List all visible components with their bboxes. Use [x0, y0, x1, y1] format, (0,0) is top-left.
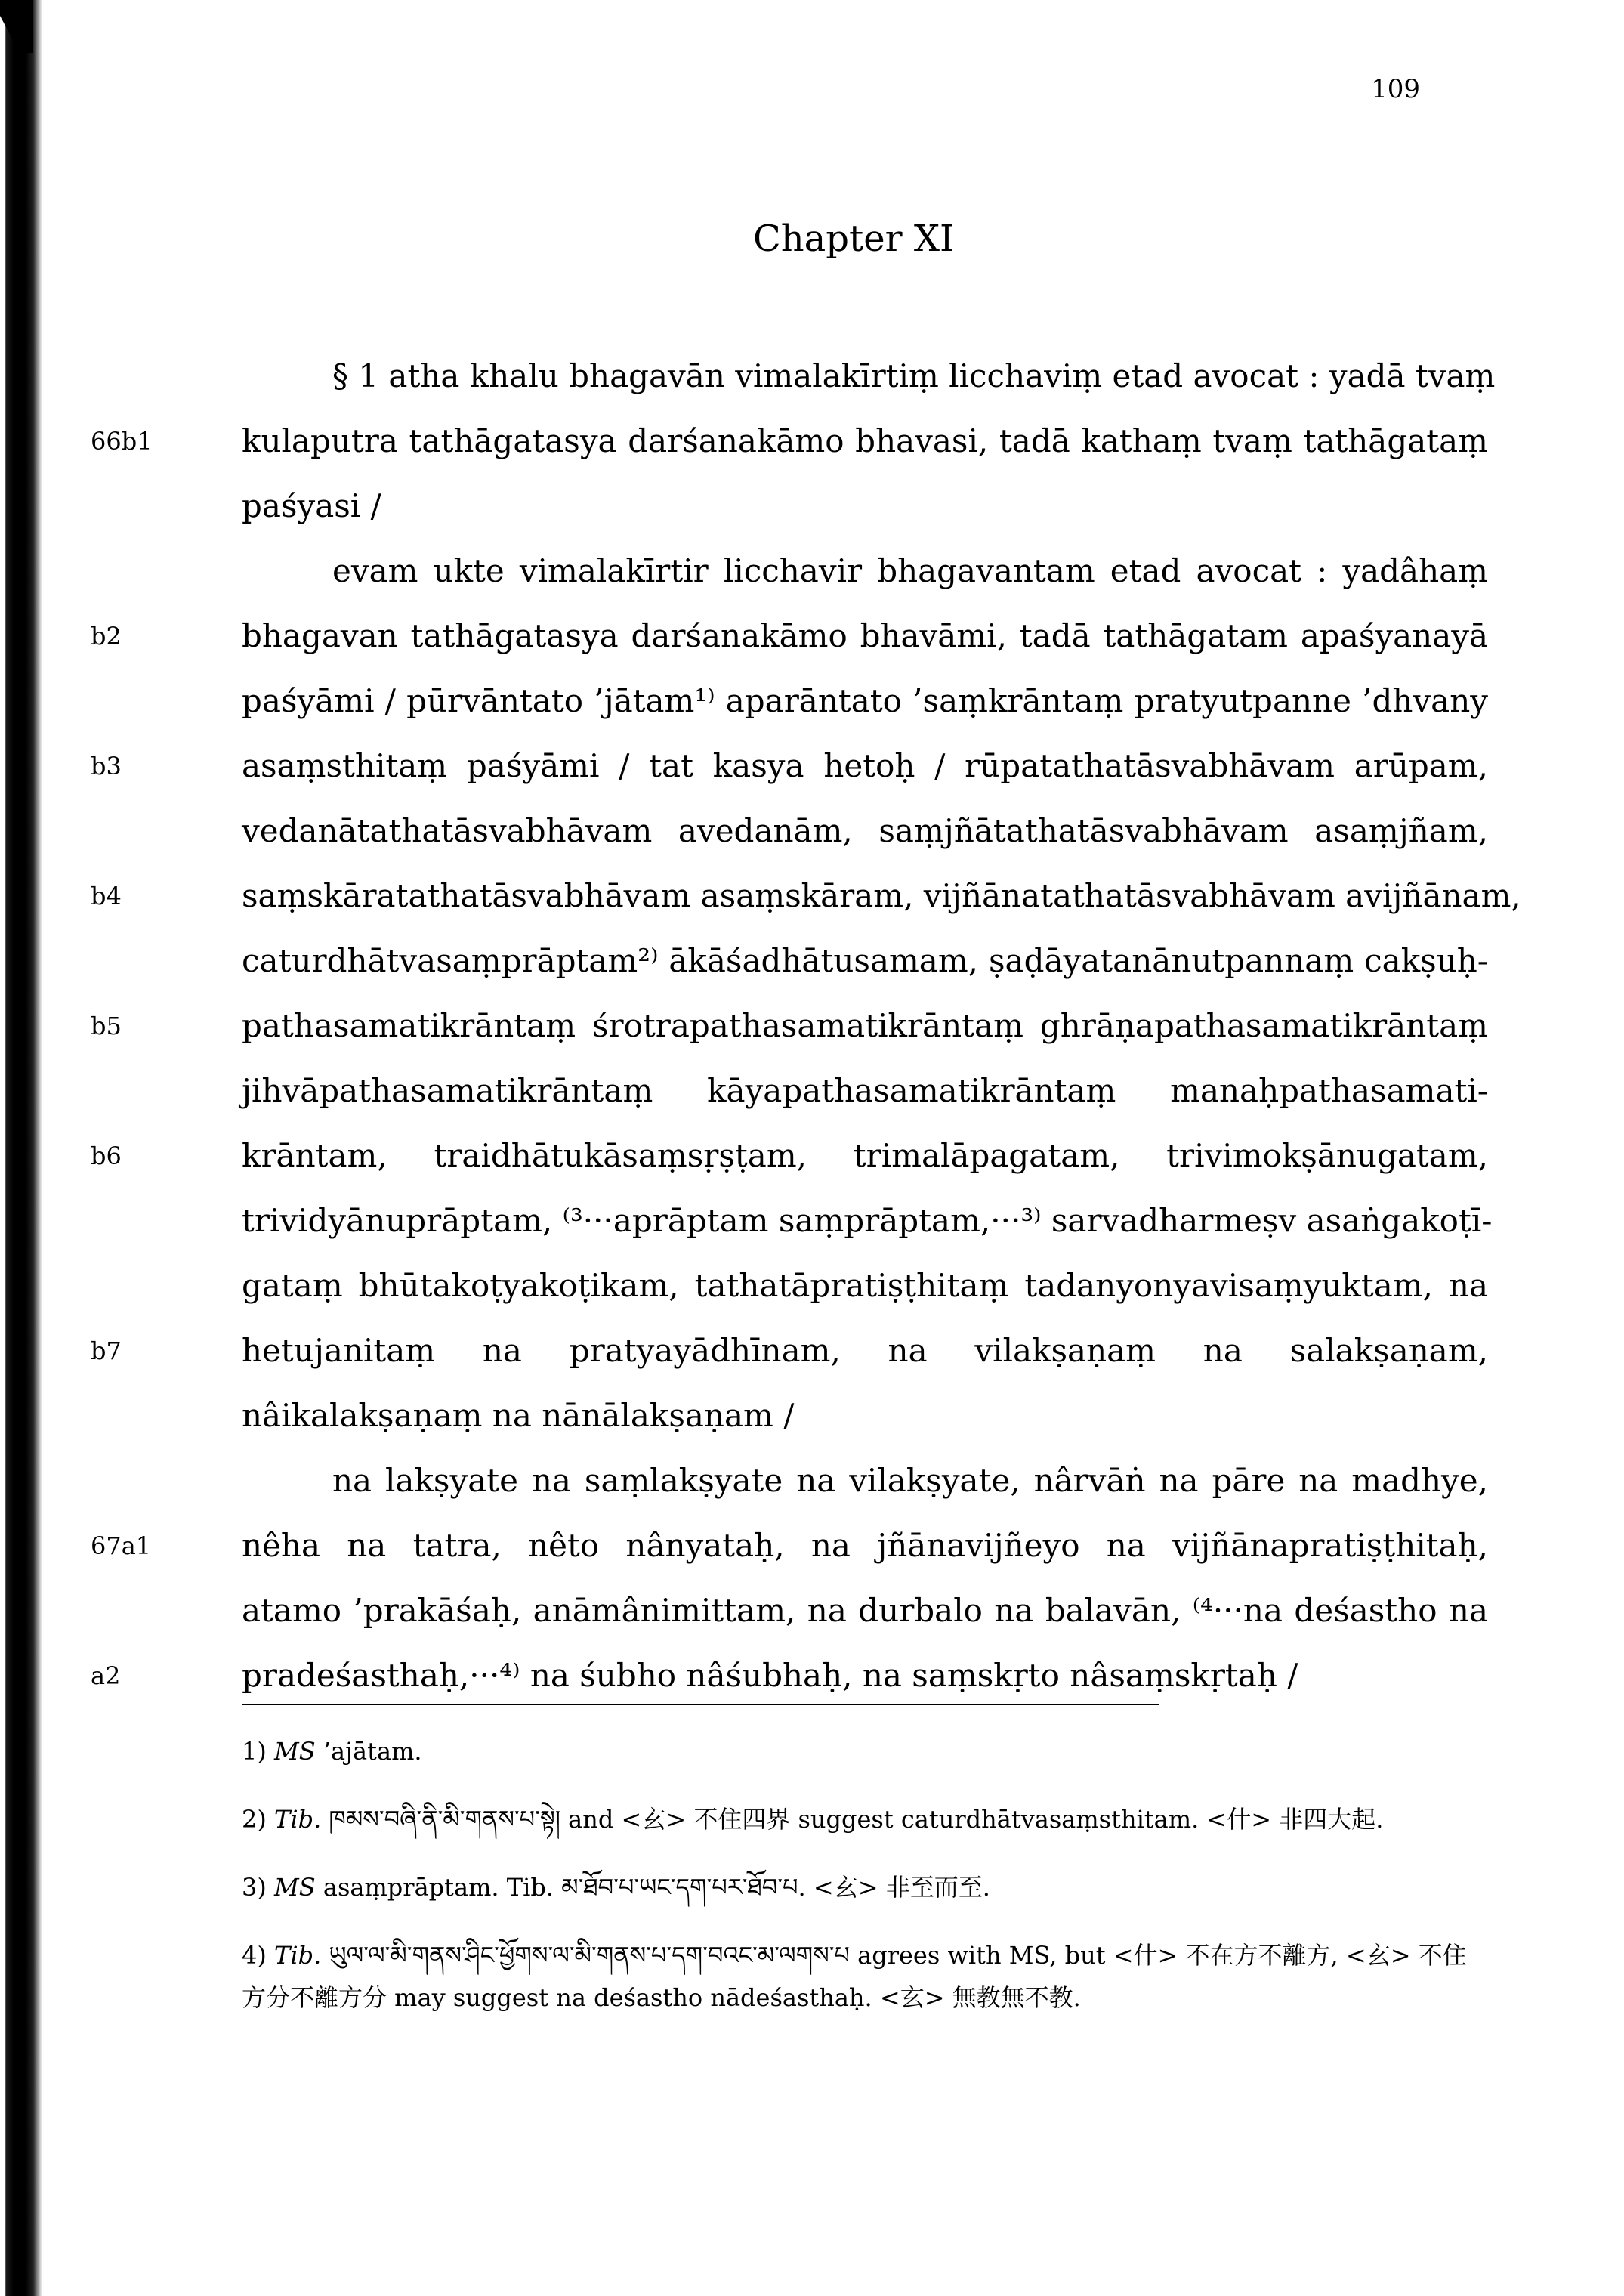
text-line — [91, 1383, 1488, 1448]
text-line — [91, 409, 1488, 474]
footnote-number: 4) — [242, 1941, 267, 1970]
folio-reference: 66b1 — [91, 427, 153, 456]
line-text: gataṃ bhūtakoṭyakoṭikam, tathatāpratiṣṭhitaṃ tadanyonyavisaṃyuktam, na — [242, 1267, 1488, 1304]
footnote-text: asaṃprāptam. Tib. མ་ཐོབ་པ་ཡང་དག་པར་ཐོབ་པ. <玄> 非至而至. — [315, 1873, 990, 1902]
footnote-rule — [242, 1704, 1159, 1705]
footnote-number: 1) — [242, 1737, 267, 1766]
text-line — [91, 1513, 1488, 1578]
folio-reference: b6 — [91, 1142, 122, 1170]
folio-reference: b2 — [91, 622, 122, 650]
folio-reference: b4 — [91, 882, 122, 910]
line-text: atamo ’prakāśaḥ, anāmânimittam, na durbalo na balavān, ⁽⁴···na deśastho na — [242, 1592, 1488, 1629]
text-line — [91, 1578, 1488, 1643]
footnote-text: ཡུལ་ལ་མི་གནས་ཤིང་ཕྱོགས་ལ་མི་གནས་པ་དག་བའང་མ་ལགས་པ agrees with MS, but <什> 不在方不離方, <玄> 不住方分不離方分 may suggest na deśastho nādeśasthaḥ. <玄> 無教無不教. — [242, 1941, 1467, 2012]
main-text — [91, 344, 1521, 1708]
text-line — [91, 799, 1488, 864]
text-line — [91, 1448, 1488, 1513]
text-line — [91, 1188, 1493, 1253]
text-line — [91, 1058, 1488, 1123]
line-text: hetujanitaṃ na pratyayādhīnam, na vilakṣaṇaṃ na salakṣaṇam, — [242, 1332, 1488, 1369]
text-line — [91, 474, 1488, 539]
text-line — [91, 734, 1488, 799]
line-text: pathasamatikrāntaṃ śrotrapathasamatikrāntaṃ ghrāṇapathasamatikrāntaṃ — [242, 1007, 1488, 1044]
folio-reference: b5 — [91, 1012, 122, 1040]
folio-reference: b7 — [91, 1337, 122, 1365]
line-text: nâikalakṣaṇaṃ na nānālakṣaṇam / — [242, 1397, 795, 1434]
footnote-source-label: MS — [274, 1737, 316, 1766]
line-text: jihvāpathasamatikrāntaṃ kāyapathasamatikrāntaṃ manaḥpathasamati- — [242, 1072, 1488, 1109]
footnote — [242, 1934, 1480, 2019]
line-text: kulaputra tathāgatasya darśanakāmo bhavasi, tadā kathaṃ tvaṃ tathāgataṃ — [242, 422, 1488, 459]
text-line — [91, 669, 1488, 734]
footnote — [242, 1866, 1480, 1908]
text-line — [91, 1318, 1488, 1383]
footnote-source-label: Tib. — [274, 1941, 322, 1970]
footnotes — [242, 1730, 1480, 2044]
text-line — [91, 344, 1496, 409]
line-text: pradeśasthaḥ,···⁴⁾ na śubho nâśubhaḥ, na saṃskṛto nâsaṃskṛtaḥ / — [242, 1657, 1298, 1694]
footnote — [242, 1730, 1480, 1772]
folio-reference: 67a1 — [91, 1531, 152, 1560]
text-line — [91, 539, 1488, 604]
folio-reference: a2 — [91, 1661, 121, 1690]
footnote-number: 3) — [242, 1873, 267, 1902]
line-text: paśyāmi / pūrvāntato ’jātam¹⁾ aparāntato ’saṃkrāntaṃ pratyutpanne ’dhvany — [242, 682, 1488, 719]
footnote — [242, 1798, 1480, 1840]
text-line — [91, 993, 1488, 1058]
text-line — [91, 604, 1488, 669]
line-text: evam ukte vimalakīrtir licchavir bhagavantam etad avocat : yadâhaṃ — [332, 552, 1488, 589]
footnote-text: ’ajātam. — [315, 1737, 422, 1766]
line-text: krāntam, traidhātukāsaṃsṛṣṭam, trimalāpagatam, trivimokṣānugatam, — [242, 1137, 1488, 1174]
line-text: caturdhātvasaṃprāptam²⁾ ākāśadhātusamam, ṣaḍāyatanānutpannaṃ cakṣuḥ- — [242, 942, 1488, 979]
text-line — [91, 929, 1488, 993]
text-line — [91, 864, 1521, 929]
text-line — [91, 1253, 1488, 1318]
line-text: paśyasi / — [242, 487, 381, 524]
line-text: trividyānuprāptam, ⁽³···aprāptam saṃprāptam,···³⁾ sarvadharmeṣv asaṅgakoṭī- — [242, 1202, 1493, 1239]
text-line — [91, 1123, 1488, 1188]
text-line — [91, 1643, 1488, 1708]
line-text: asaṃsthitaṃ paśyāmi / tat kasya hetoḥ / rūpatathatāsvabhāvam arūpam, — [242, 747, 1488, 784]
line-text: bhagavan tathāgatasya darśanakāmo bhavāmi, tadā tathāgatam apaśyanayā — [242, 617, 1488, 654]
folio-reference: b3 — [91, 752, 122, 780]
line-text: nêha na tatra, nêto nânyataḥ, na jñānavijñeyo na vijñānapratiṣṭhitaḥ, — [242, 1527, 1488, 1564]
page-number: 109 — [1371, 74, 1420, 104]
chapter-title: Chapter XI — [752, 218, 954, 260]
footnote-source-label: MS — [274, 1873, 316, 1902]
footnote-source-label: Tib. — [274, 1805, 322, 1834]
footnote-text: ཁམས་བཞི་ནི་མི་གནས་པ་སྟེ། and <玄> 不住四界 suggest caturdhātvasaṃsthitam. <什> 非四大起. — [321, 1805, 1384, 1834]
line-text: saṃskāratathatāsvabhāvam asaṃskāram, vijñānatathatāsvabhāvam avijñānam, — [242, 877, 1521, 914]
line-text: § 1 atha khalu bhagavān vimalakīrtiṃ licchaviṃ etad avocat : yadā tvaṃ — [332, 357, 1496, 394]
line-text: na lakṣyate na saṃlakṣyate na vilakṣyate, nârvāṅ na pāre na madhye, — [332, 1462, 1488, 1499]
line-text: vedanātathatāsvabhāvam avedanām, saṃjñātathatāsvabhāvam asaṃjñam, — [242, 812, 1488, 849]
book-spine-shadow — [0, 0, 45, 2296]
footnote-number: 2) — [242, 1805, 267, 1834]
